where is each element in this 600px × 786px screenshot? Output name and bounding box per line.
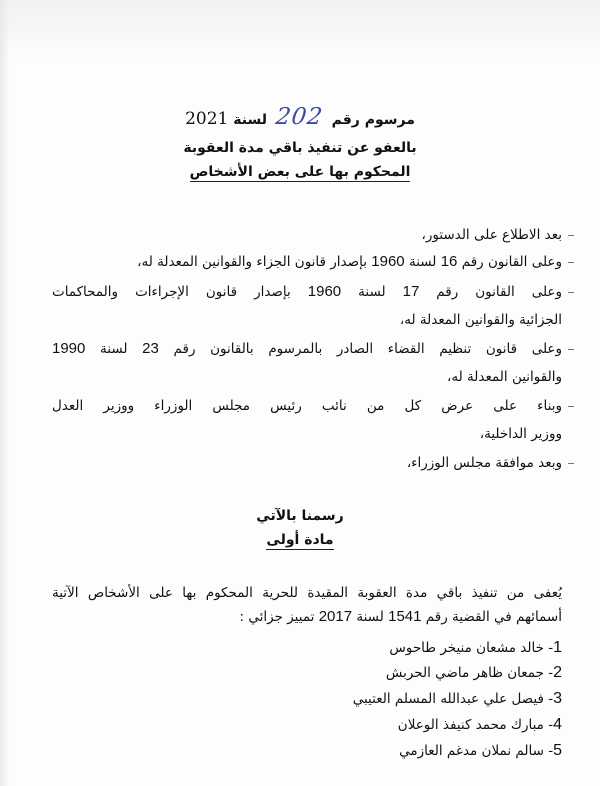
preamble-procedures-code-line1: [52, 282, 562, 302]
list-item-number: 1: [553, 639, 562, 656]
list-item: 2- جمعان ظاهر ماضي الحربش: [385, 664, 562, 681]
list-item: 1- خالد مشعان منيخر طاحوس: [389, 639, 562, 656]
preamble-cabinet-approval-text: وبعد موافقة مجلس الوزراء،: [406, 455, 562, 471]
preamble-procedures-code-line2: [52, 310, 562, 330]
preamble-penal-code-a: وعلى القانون رقم: [461, 254, 562, 270]
list-item-number: 3: [553, 690, 562, 707]
decree-number-handwritten: 202: [274, 104, 325, 130]
list-item: 3- فيصل علي عبدالله المسلم العتيبي: [352, 690, 562, 707]
preamble-proposal-line1: [52, 396, 562, 416]
scan-shadow-left: [0, 0, 10, 786]
preamble-judiciary-law-a: وعلى قانون تنظيم القضاء الصادر بالمرسوم بالقانون رقم: [173, 341, 563, 357]
scan-shadow-top: [0, 0, 600, 60]
preamble-proposal-b: ووزير الداخلية،: [479, 426, 562, 442]
preamble-procedures-code-year: 1960: [307, 283, 342, 300]
preamble-procedures-code-number: 17: [402, 283, 420, 300]
decree-subtitle-1: [150, 140, 450, 156]
preamble-constitution-text: بعد الاطلاع على الدستور،: [421, 227, 562, 243]
bullet-dash: [568, 406, 574, 407]
list-item-number: 5: [553, 742, 562, 759]
case-number: 1541: [388, 608, 422, 625]
list-item-number: 2: [553, 664, 562, 681]
preamble-judiciary-law-line1: [52, 339, 562, 359]
list-item-name: جمعان ظاهر ماضي الحربش: [385, 665, 544, 681]
case-year: 2017: [318, 608, 353, 625]
preamble-procedures-code-a: وعلى القانون رقم: [436, 284, 562, 300]
decree-year: 2021: [185, 109, 229, 129]
enactment-heading: [200, 508, 400, 524]
list-item-name: فيصل علي عبدالله المسلم العتيبي: [352, 691, 544, 707]
preamble-judiciary-law-line2: [52, 367, 562, 387]
article-body-line2: [52, 607, 562, 627]
preamble-procedures-code-d: الجزائية والقوانين المعدلة له،: [399, 312, 562, 328]
article-heading: [200, 532, 400, 548]
preamble-proposal-a: وبناء على عرض كل من نائب رئيس مجلس الوزراء ووزير العدل: [52, 398, 562, 414]
enactment-heading-text: رسمنا بالآتي: [256, 508, 344, 524]
bullet-dash: [568, 349, 574, 350]
decree-title-year-word: لسنة: [233, 112, 267, 128]
list-item-number: 4: [553, 716, 562, 733]
decree-title: [150, 100, 450, 134]
bullet-dash: [568, 262, 574, 263]
article-body-line2-b: لسنة: [356, 609, 384, 625]
bullet-dash: [568, 235, 574, 236]
decree-subtitle-2: [150, 164, 450, 180]
decree-subtitle-2-text: المحكوم بها على بعض الأشخاص: [189, 164, 411, 180]
preamble-constitution: [52, 225, 562, 245]
decree-title-prefix: مرسوم رقم: [331, 112, 415, 128]
decree-subtitle-1-text: بالعفو عن تنفيذ باقي مدة العقوبة: [183, 140, 417, 156]
preamble-judiciary-law-b: لسنة: [100, 341, 128, 357]
bullet-dash: [568, 463, 574, 464]
list-item-name: مبارك محمد كنيفذ الوعلان: [397, 717, 544, 733]
preamble-penal-code-c: بإصدار قانون الجزاء والقوانين المعدلة له،: [137, 254, 367, 270]
article-heading-text: مادة أولى: [266, 532, 334, 548]
list-item-name: سالم نملان مدغم العازمي: [399, 743, 544, 759]
article-body-line1: [52, 583, 562, 603]
preamble-judiciary-law-number: 23: [142, 340, 159, 357]
preamble-penal-code-year: 1960: [371, 253, 405, 270]
preamble-cabinet-approval: [52, 453, 562, 473]
article-body-line2-c: تمييز جزائي :: [239, 609, 315, 625]
preamble-proposal-line2: [52, 424, 562, 444]
preamble-procedures-code-b: لسنة: [358, 284, 386, 300]
article-body-line1-text: يُعفى من تنفيذ باقي مدة العقوبة المقيدة للحرية المحكوم بها على الأشخاص الآتية: [52, 585, 562, 601]
preamble-judiciary-law-year: 1990: [52, 340, 86, 357]
list-item: 4- مبارك محمد كنيفذ الوعلان: [397, 716, 562, 733]
preamble-penal-code-number: 16: [440, 253, 458, 270]
preamble-procedures-code-c: بإصدار قانون الإجراءات والمحاكمات: [52, 284, 291, 300]
list-item: 5- سالم نملان مدغم العازمي: [399, 742, 562, 759]
list-item-name: خالد مشعان منيخر طاحوس: [389, 640, 544, 656]
preamble-penal-code: [52, 252, 562, 272]
preamble-penal-code-b: لسنة: [408, 254, 437, 270]
preamble-judiciary-law-c: والقوانين المعدلة له،: [447, 369, 562, 385]
article-body-line2-a: أسمائهم في القضية رقم: [425, 609, 562, 625]
bullet-dash: [568, 292, 574, 293]
